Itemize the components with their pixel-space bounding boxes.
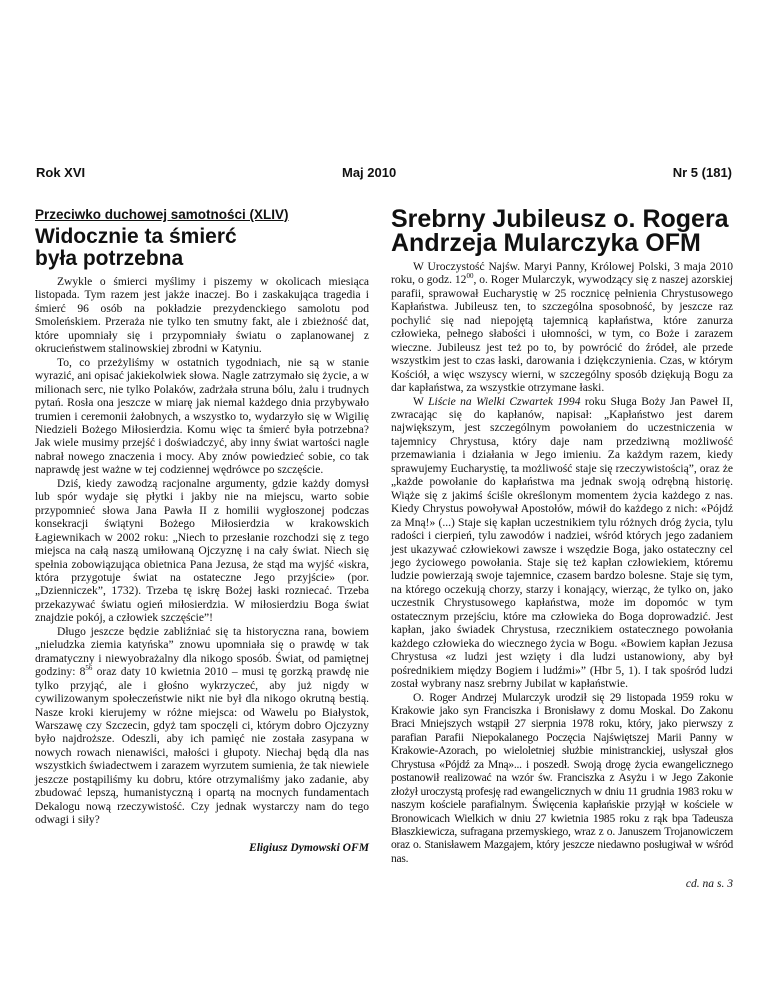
- hour-superscript: 00: [466, 272, 474, 281]
- right-article-title: [391, 207, 733, 255]
- right-p1-part2: , o. Roger Mularczyk, wywodzący się z naszej azorskiej parafii, sprawował Eucharystię w 25 rocznicę pełnienia Chrystusowego Kapłaństwa. Jubileusz ten, to szczególna sposobność, by jeszcze raz pochylić się nad niepojętą tajemnicą kapłaństwa, które zanurza człowieka, pełnego słabości i ułomności, w tym, co Boże i zarazem wieczne. Jubileusz jest też po to, by powrócić do źródeł, ale przede wszystkim jest to czas łaski, darowania i dziękczynienia. Czas, w którym Kościół, a więc wszyscy wierni, w szczególny sposób dziękują Bogu za dar kapłaństwa, za wszystkie otrzymane łaski.: [391, 274, 733, 395]
- year-label: Rok XVI: [36, 165, 86, 180]
- right-paragraph-1: [391, 261, 733, 396]
- left-title-line1: Widocznie ta śmierć: [35, 225, 237, 248]
- right-paragraph-3: O. Roger Andrzej Mularczyk urodził się 29 listopada 1959 roku w Krakowie jako syn Franciszka i Bronisławy z domu Moskal. Do Zakonu Braci Mniejszych wstąpił 27 sierpnia 1978 roku, który, jako pierwszy z parafian Parafii Niepokalanego Poczęcia Najświętszej Marii Panny w Krakowie-Azorach, po wieloletniej służbie ministranckiej, usłyszał głos Chrystusa «Pójdź za Mną»... i poszedł. Swoją drogę życia ewangelicznego postanowił realizować na wzór św. Franciszka z Asyżu i w Jego Zakonie złożył uroczystą profesję rad ewangelicznych w dniu 11 grudnia 1983 roku w naszym kościele parafialnym. Święcenia kapłańskie przyjął w kościele w Bronowicach Wielkich w dniu 27 kwietnia 1985 roku z rąk bpa Tadeusza Błaszkiewicza, sufragana przemyskiego, wraz z o. Januszem Trojanowiczem oraz o. Stanisławem Mazgajem, który jeszcze niedawno posługiwał w wśród nas.: [391, 691, 733, 865]
- left-title-line2: była potrzebna: [35, 247, 184, 270]
- left-paragraph-3: Dziś, kiedy zawodzą racjonalne argumenty, gdzie każdy domysł lub spór wydaje się płytki i jakby nie na miejscu, warto sobie przypomnieć słowa Jana Pawła II z homilii wygłoszonej podczas konsekracji świątyni Bożego Miłosierdzia w krakowskich Łagiewnikach w 2002 roku: „Niech to przesłanie rozchodzi się z tego miejsca na całą naszą umiłowaną Ojczyznę i na cały świat. Niech się spełnia zobowiązująca obietnica Pana Jezusa, że stąd ma wyjść «iskra, która przygotuje świat na ostateczne Jego przyjście» (por. „Dzienniczek”, 1732). Trzeba tę iskrę Bożej łaski rozniecać. Trzeba przekazywać światu ogień miłosierdzia. W miłosierdziu Boga świat znajdzie pokój, a człowiek szczęście”!: [35, 477, 369, 625]
- issue-date: Maj 2010: [342, 165, 397, 180]
- left-paragraph-1: Zwykle o śmierci myślimy i piszemy w okolicach miesiąca listopada. Tym razem jest jakże inaczej. Bo i zaskakująca tragedia i śmierć 96 osób na pokładzie prezydenckiego samolotu pod Smoleńskiem. Przeraża nie tylko ten smutny fakt, ale i zbieżność dat, które upomniały się i przypomniały światu o zaplanowanej z okrucieństwem stalinowskiej zbrodni w Katyniu.: [35, 276, 369, 356]
- continued-note: cd. na s. 3: [685, 878, 733, 891]
- right-p1-part1: W Uroczystość Najśw. Maryi Panny, Królowej Polski, 3 maja 2010 roku, o godz. 12: [391, 261, 733, 287]
- series-kicker: Przeciwko duchowej samotności (XLIV): [35, 207, 289, 222]
- left-p4-part1: Długo jeszcze będzie zabliźniać się ta historyczna rana, bowiem „nieludzka ziemia katyńska” znowu upomniała się o prawdę w tak dramatyczny i niewyobrażalny dla nikogo sposób. Świat, od pamiętnej godziny: 8: [35, 625, 369, 679]
- letter-title: Liście na Wielki Czwartek 1994: [428, 395, 581, 408]
- right-p2-part2: roku Sługa Boży Jan Paweł II, zwracając się do kapłanów, napisał: „Kapłaństwo jest darem największym, jest szczególnym powołaniem do uczestniczenia w tajemnicy Chrystusa, który daje nam przedziwną możliwość przemawiania i działania w Jego imieniu. Za każdym razem, kiedy sprawujemy Eucharystię, ta możliwość staje się rzeczywistością”, oraz że „każde powołanie do kapłaństwa ma jednak swoją odrębną historię. Wiąże się z jakimś ściśle określonym momentem życia każdego z nas. Kiedy Chrystus powoływał Apostołów, mówił do każdego z nich: «Pójdź za Mną!» (...) Staje się kapłan uczestnikiem tylu różnych dróg życia, tylu radości i cierpień, tylu zawodów i nadziei, wśród których jego zadaniem jest ukazywać człowiekowi zawsze i wszędzie Boga, jako ostateczny cel jego życiowego powołania. Staje się też kapłan człowiekiem, któremu ludzie powierzają swoje tajemnice, czasem bardzo bolesne. Staje się tym, na którego oczekują chorzy, starzy i konający, wierząc, że tylko on, jako uczestnik Chrystusowego kapłaństwa, może im dopomóc w tym ostatecznym przejściu, które ma człowieka do Boga doprowadzić. Jest kapłan, jako świadek Chrystusa, rzecznikiem ostatecznego powołania każdego człowieka do wiecznego życia w Bogu. «Bowiem kapłan Jezusa Chrystusa «z ludzi jest wzięty i dla ludzi ustanowiony, aby był pośrednikiem między Bogiem i ludźmi»” (Hbr 5, 1). I tak spośród ludzi został wybrany nasz srebrny Jubilat w kapłaństwie.: [391, 395, 734, 691]
- left-paragraph-4: [35, 626, 369, 828]
- left-paragraph-2: To, co przeżyliśmy w ostatnich tygodniach, nie są w stanie wyrazić, ani opisać jakiekolwiek słowa. Nagle zatrzymało się życie, a w milionach serc, nie tylko Polaków, zadrżała struna bólu, żalu i trudnych pytań. Rosła ona jeszcze w miarę jak niemal każdego dnia przybywało trumien i ceremonii żałobnych, a wszystko to, wydarzyło się w Wigilię Niedzieli Bożego Miłosierdzia. Komu więc ta śmierć była potrzebna? Jak wiele musimy przejść i doświadczyć, aby inny świat wartości nagle nabrał nowego znaczenia i mocy. Aby znów powiedzieć sobie, co tak naprawdę jest ważne w tej codziennej wędrówce po szczęście.: [35, 356, 369, 477]
- issue-number: Nr 5 (181): [672, 165, 732, 180]
- time-superscript: 56: [85, 664, 93, 673]
- masthead: [36, 165, 732, 185]
- right-paragraph-2: [391, 396, 733, 692]
- left-article: [35, 207, 369, 855]
- right-title-line2: Andrzeja Mularczyka OFM: [391, 229, 701, 257]
- right-p2-part1: W: [413, 395, 429, 408]
- left-p4-part2: oraz daty 10 kwietnia 2010 – musi tę gorzką prawdę nie tylko przyjąć, ale i głośno wykrzyczeć, aby już nigdy w cywilizowanym społeczeństwie nikt nie był dla nikogo okrutną bestią. Nasze kroki kierujemy w różne miejsca: od Wawelu po Białystok, Warszawę czy Szczecin, gdyż tam spoczęli ci, którym dobro Ojczyzny było najdroższe. Odeszli, aby ich pamięć nie została zasypana w nowych rowach nienawiści, małości i głupoty. Niechaj będą dla nas wszystkich świadectwem i zarazem wyrzutem sumienia, że tak niewiele jeszcze postąpiliśmy ku dobru, które otrzymaliśmy jako zadanie, aby zbudować lepszą, humanistyczną i opartą na mocnych fundamentach Dekalogu nową rzeczywistość. Czy jednak wystarczy nam do tego odwagi i siły?: [35, 666, 369, 827]
- right-article: [391, 207, 733, 892]
- left-article-title: [35, 226, 369, 270]
- author-signature: Eligiusz Dymowski OFM: [249, 841, 369, 854]
- right-title-line1: Srebrny Jubileusz o. Rogera: [391, 205, 729, 233]
